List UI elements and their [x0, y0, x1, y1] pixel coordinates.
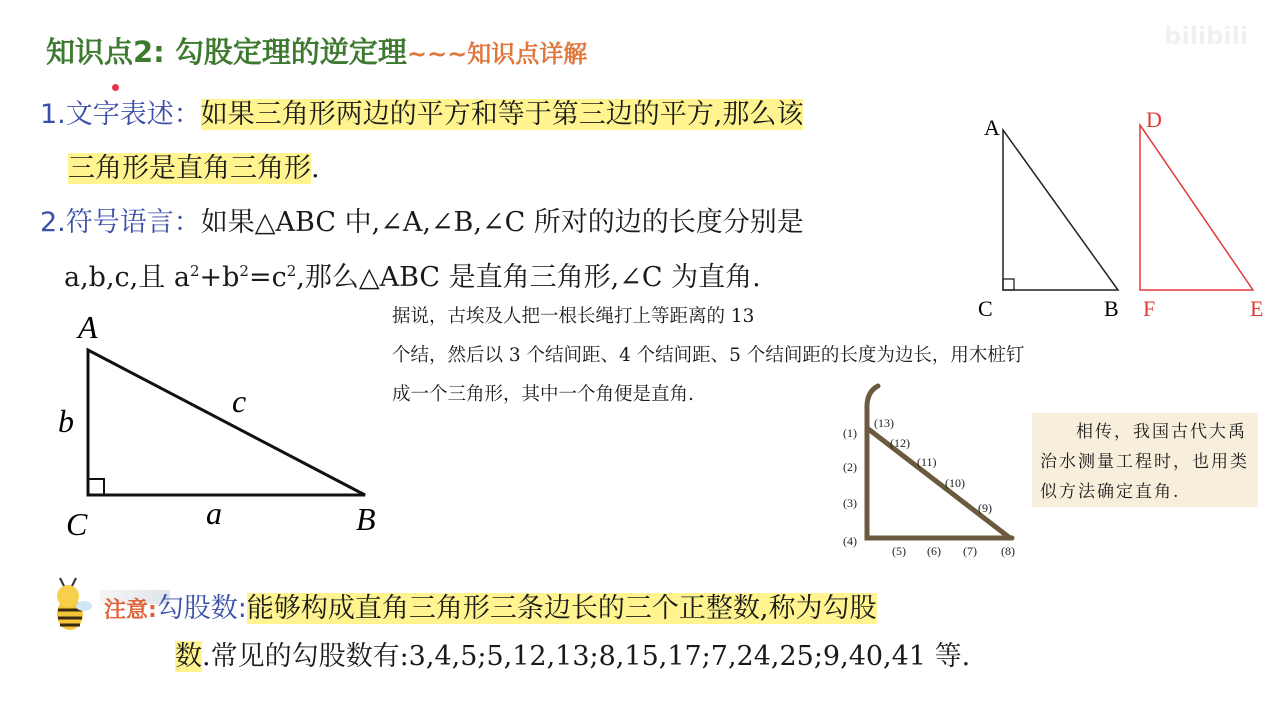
side-a: a	[206, 495, 222, 531]
text: =c	[248, 262, 287, 293]
text: +b	[199, 262, 240, 293]
rope-knot-label: (1)	[843, 426, 857, 440]
period: .	[311, 153, 320, 184]
pythagorean-triples: .常见的勾股数有:3,4,5;5,12,13;8,15,17;7,24,25;9,40,41 等.	[202, 641, 971, 672]
vertex-d: D	[1146, 107, 1162, 132]
rope-knot-label: (10)	[945, 476, 965, 490]
rope-knot-label: (8)	[1001, 544, 1015, 558]
rope-knot-label: (13)	[874, 416, 894, 430]
triangle-right-black	[978, 115, 1119, 321]
note-label: 注意:	[104, 598, 157, 623]
side-b: b	[58, 403, 74, 439]
title-main: 知识点2: 勾股定理的逆定理	[46, 35, 407, 69]
vertex-a: A	[984, 115, 1000, 140]
vertex-b: B	[356, 501, 376, 537]
dayu-note-text: 相传，我国古代大禹治水测量工程时，也用类似方法确定直角.	[1040, 422, 1249, 502]
vertex-c: C	[66, 506, 88, 542]
rope-knot-label: (7)	[963, 544, 977, 558]
story-text	[392, 297, 1024, 414]
triangle-right-red	[1140, 107, 1263, 321]
rope-knot-label: (12)	[890, 436, 910, 450]
triangle-abc	[58, 309, 376, 542]
rope-knot-label: (11)	[917, 455, 937, 469]
story-line: 成一个三角形，其中一个角便是直角.	[392, 384, 694, 405]
section2-text: 如果△ABC 中,∠A,∠B,∠C 所对的边的长度分别是	[200, 207, 804, 238]
section2-label: 2.符号语言：	[40, 207, 201, 238]
rope-knot-label: (3)	[843, 496, 857, 510]
text: a,b,c,且 a	[64, 262, 190, 293]
rope-knot-label: (2)	[843, 460, 857, 474]
vertex-f: F	[1143, 296, 1156, 321]
rope-knot-label: (4)	[843, 534, 857, 548]
title-suffix: ~~~知识点详解	[406, 40, 588, 68]
vertex-c: C	[978, 296, 993, 321]
section1-text: 如果三角形两边的平方和等于第三边的平方,那么该	[200, 99, 804, 130]
note-line2	[175, 634, 970, 673]
sup: 2	[239, 262, 249, 280]
note-text-cont: 数	[175, 641, 202, 672]
sup: 2	[189, 262, 200, 280]
section1-text-cont: 三角形是直角三角形	[68, 153, 311, 184]
note-text: 能够构成直角三角形三条边长的三个正整数,称为勾股	[246, 593, 877, 624]
sup: 2	[286, 262, 297, 280]
rope-knot-label: (6)	[927, 544, 941, 558]
dayu-note-box	[1032, 413, 1258, 507]
note-line1	[104, 586, 877, 625]
story-line: 个结，然后以 3 个结间距、4 个结间距、5 个结间距的长度为边长，用木桩钉	[392, 345, 1025, 366]
vertex-e: E	[1250, 296, 1264, 321]
rope-knot-label: (5)	[892, 544, 906, 558]
section1-label: 1.文字表述：	[40, 99, 201, 130]
vertex-b: B	[1104, 296, 1119, 321]
side-c: c	[232, 383, 247, 419]
story-line: 据说，古埃及人把一根长绳打上等距离的 13	[392, 306, 755, 327]
rope-knot-label: (9)	[978, 501, 992, 515]
note-term: 勾股数:	[156, 593, 247, 624]
watermark-logo: bilibili	[1164, 22, 1248, 50]
text: ,那么△ABC 是直角三角形,∠C 为直角.	[296, 262, 761, 293]
bee-icon	[44, 576, 94, 634]
vertex-a: A	[78, 309, 98, 345]
